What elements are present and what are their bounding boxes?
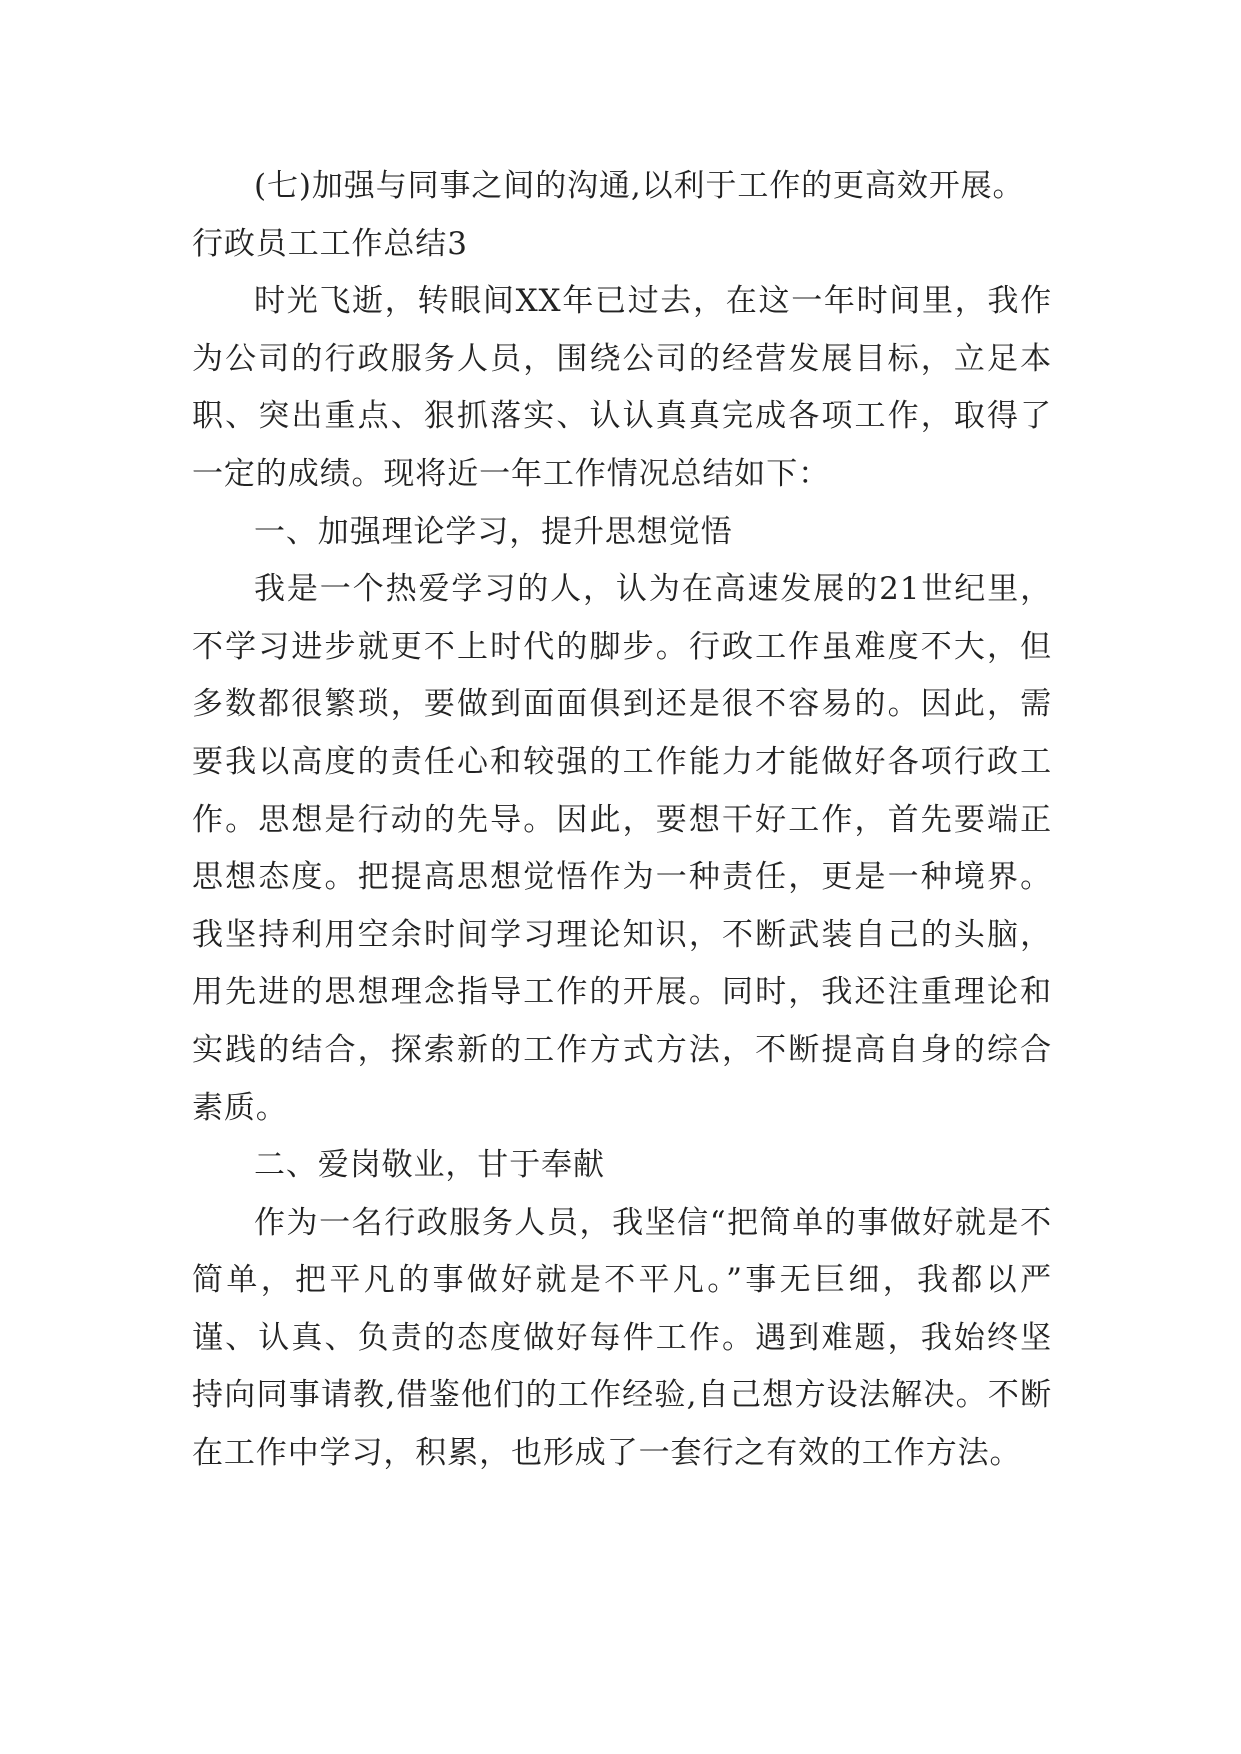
paragraph-study: 我是一个热爱学习的人，认为在高速发展的21世纪里，不学习进步就更不上时代的脚步。行政工作虽难度不大，但多数都很繁琐，要做到面面俱到还是很不容易的。因此，需要我以高度的责任心和较强的工作能力才能做好各项行政工作。思想是行动的先导。因此，要想干好工作，首先要端正思想态度。把提高思想觉悟作为一种责任，更是一种境界。我坚持利用空余时间学习理论知识，不断武装自己的头脑，用先进的思想理念指导工作的开展。同时，我还注重理论和实践的结合，探索新的工作方式方法，不断提高自身的综合素质。 bbox=[192, 571, 1052, 1126]
paragraph-item-seven: (七)加强与同事之间的沟通,以利于工作的更高效开展。 bbox=[254, 168, 1025, 204]
document-body bbox=[192, 158, 1052, 1483]
paragraph-dedication: 作为一名行政服务人员，我坚信“把简单的事做好就是不简单，把平凡的事做好就是不平凡。”事无巨细，我都以严谨、认真、负责的态度做好每件工作。遇到难题，我始终坚持向同事请教,借鉴他们的工作经验,自己想方设法解决。不断在工作中学习，积累，也形成了一套行之有效的工作方法。 bbox=[192, 1204, 1052, 1472]
heading-two: 二、爱岗敬业，甘于奉献 bbox=[254, 1147, 605, 1184]
heading-one: 一、加强理论学习，提升思想觉悟 bbox=[254, 513, 733, 550]
intro-paragraph: 时光飞逝，转眼间XX年已过去，在这一年时间里，我作为公司的行政服务人员，围绕公司的经营发展目标，立足本职、突出重点、狠抓落实、认认真真完成各项工作，取得了一定的成绩。现将近一年工作情况总结如下： bbox=[192, 283, 1052, 492]
section-title: 行政员工工作总结3 bbox=[192, 225, 468, 262]
